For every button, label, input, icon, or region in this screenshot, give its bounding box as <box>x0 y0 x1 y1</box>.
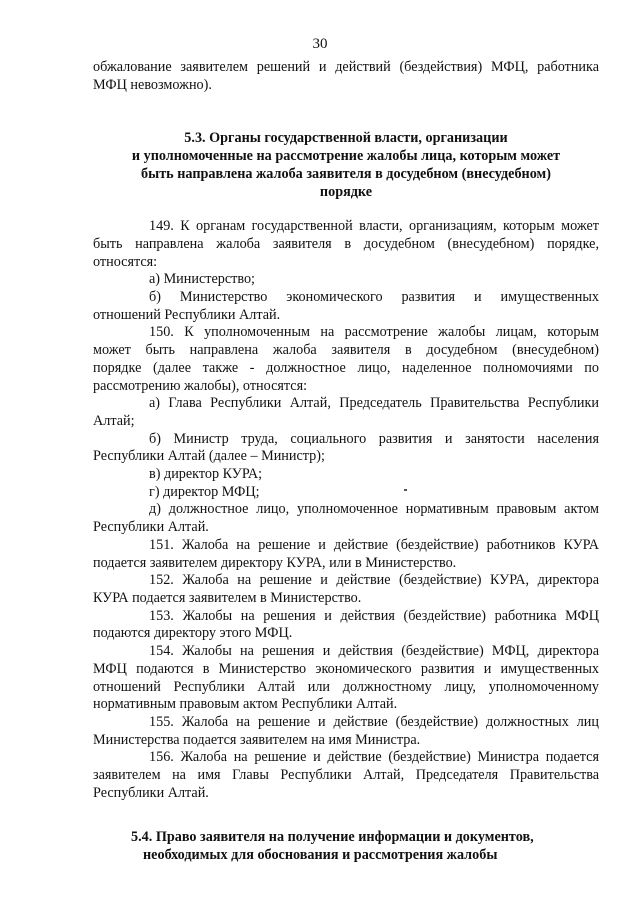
heading-line: порядке <box>319 183 373 200</box>
heading-line: быть направлена жалоба заявителя в досудебном (внесудебном) <box>141 165 551 182</box>
text-line: 150. К уполномоченным на рассмотрение жалобы лицам, которым <box>149 324 599 341</box>
text-line: б) Министерство экономического развития и имущественных <box>149 289 599 306</box>
page-number: 30 <box>312 36 328 52</box>
paragraph-150-g: г) директор МФЦ; <box>149 483 260 500</box>
text-line: Алтай; <box>93 412 135 429</box>
text-line: подается заявителем директору КУРА, или в Министерство. <box>93 554 457 571</box>
paragraph-149-b <box>93 289 599 324</box>
text-line: 154. Жалобы на решения и действия (бездействие) МФЦ, директора <box>149 643 599 660</box>
text-line: отношений Республики Алтай. <box>93 306 281 323</box>
text-line: 156. Жалоба на решение и действие (бездействие) Министра подается <box>149 749 599 766</box>
text-line: обжалование заявителем решений и действий (бездействия) МФЦ, работника <box>93 59 599 75</box>
text-line: быть направлена жалоба заявителя в досудебном (внесудебном) порядке, <box>93 235 599 252</box>
section-5-4-heading <box>93 829 599 864</box>
paragraph-155 <box>93 714 599 749</box>
heading-line: 5.3. Органы государственной власти, организации <box>184 130 508 147</box>
text-line: рассмотрению жалобы), относятся: <box>93 377 308 394</box>
paragraph-154 <box>93 643 599 714</box>
text-line: 153. Жалобы на решения и действия (бездействие) работника МФЦ <box>149 607 599 624</box>
paragraph-153 <box>93 608 599 643</box>
text-line: 155. Жалоба на решение и действие (бездействие) должностных лиц <box>149 713 599 730</box>
text-line: 151. Жалоба на решение и действие (бездействие) работников КУРА <box>149 536 599 553</box>
heading-line: 5.4. Право заявителя на получение информации и документов, <box>131 829 534 846</box>
paragraph-150-b <box>93 431 599 466</box>
text-line: а) Глава Республики Алтай, Председатель Правительства Республики <box>149 395 599 412</box>
text-line: нормативным правовым актом Республики Алтай. <box>93 696 398 713</box>
heading-line: и уполномоченные на рассмотрение жалобы лица, которым может <box>131 148 561 165</box>
text-line: заявителем на имя Главы Республики Алтай, Председателя Правительства <box>93 767 599 784</box>
text-line: Республики Алтай. <box>93 784 209 801</box>
text-line: 149. К органам государственной власти, организациям, которым может <box>149 218 599 235</box>
text-line: д) должностное лицо, уполномоченное нормативным правовым актом <box>149 501 599 518</box>
heading-line: необходимых для обоснования и рассмотрения жалобы <box>143 847 498 864</box>
paragraph-151 <box>93 537 599 572</box>
section-5-3-heading <box>93 130 599 201</box>
paragraph-149 <box>93 218 599 271</box>
text-line: Республики Алтай. <box>93 519 209 536</box>
text-line: МФЦ невозможно). <box>93 76 212 93</box>
page-content <box>93 59 599 865</box>
paragraph-156 <box>93 749 599 802</box>
paragraph-150-d <box>93 501 599 536</box>
text-line: б) Министр труда, социального развития и занятости населения <box>149 430 599 447</box>
text-line: может быть направлена жалоба заявителя в досудебном (внесудебном) <box>93 342 599 359</box>
intro-paragraph <box>93 59 599 94</box>
text-line: порядке (далее также - должностное лицо, наделенное полномочиями по <box>93 359 599 376</box>
paragraph-150-a <box>93 395 599 430</box>
text-line: Министерства подается заявителем на имя Министра. <box>93 731 421 748</box>
scan-mark <box>404 489 407 491</box>
paragraph-150-v: в) директор КУРА; <box>149 466 263 483</box>
text-line: МФЦ подаются в Министерство экономического развития и имущественных <box>93 660 599 677</box>
text-line: отношений Республики Алтай или должностному лицу, уполномоченному <box>93 678 599 695</box>
text-line: 152. Жалоба на решение и действие (бездействие) КУРА, директора <box>149 572 599 589</box>
text-line: Республики Алтай (далее – Министр); <box>93 448 325 465</box>
paragraph-152 <box>93 572 599 607</box>
text-line: подаются директору этого МФЦ. <box>93 625 293 642</box>
text-line: относятся: <box>93 253 158 270</box>
text-line: КУРА подается заявителем в Министерство. <box>93 589 362 606</box>
paragraph-149-a: а) Министерство; <box>149 271 255 288</box>
paragraph-150 <box>93 324 599 395</box>
